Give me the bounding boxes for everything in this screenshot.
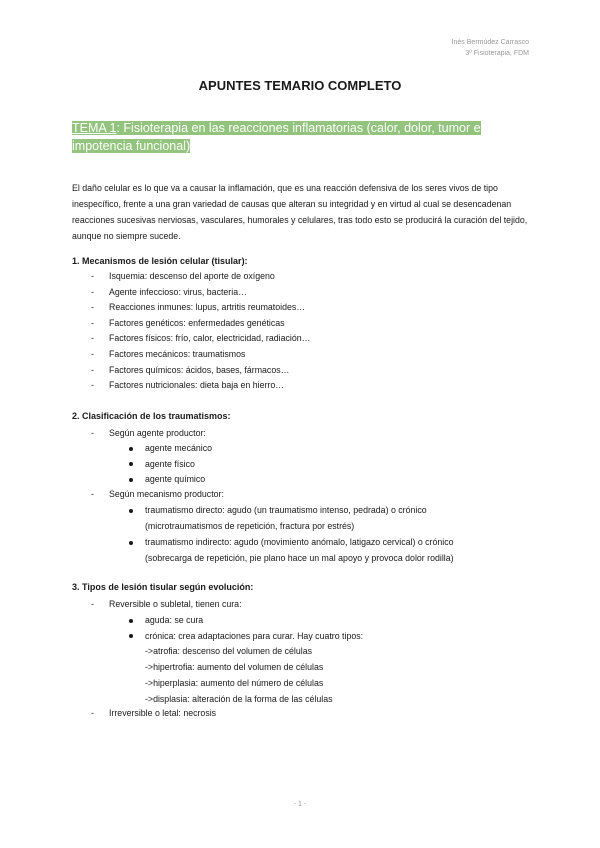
list-item: - Irreversible o letal: necrosis — [91, 706, 216, 722]
tema-heading — [72, 119, 532, 155]
bullet-icon — [129, 509, 133, 513]
bullet-item: agente químico — [129, 472, 212, 488]
list-item: - Reacciones inmunes: lupus, artritis reumatoides… — [91, 300, 310, 316]
list-item: - Reversible o subletal, tienen cura: — [91, 597, 242, 613]
list-item: - Factores mecánicos: traumatismos — [91, 347, 310, 363]
section-2-bullets-a — [129, 441, 212, 488]
section-2-list-a — [91, 426, 206, 442]
list-item: - Factores químicos: ácidos, bases, fármacos… — [91, 363, 310, 379]
bullet-item: agente físico — [129, 457, 212, 473]
header-course: 3º Fisioterapia, FDM — [465, 50, 529, 57]
sub-item: ->hipertrofia: aumento del volumen de células — [145, 661, 324, 672]
tema-text: : Fisioterapia en las reacciones inflamatorias (calor, dolor, tumor e impotencia funcional) — [72, 121, 481, 153]
section-2-list-b — [91, 487, 224, 503]
intro-paragraph: El daño celular es lo que va a causar la inflamación, que es una reacción defensiva de los seres vivos de tipo inespecífico, frente a una gran variedad de causas que alteran su integridad y en virtud al cual se desencadenan reacciones sucesivas nerviosas, vasculares, humorales y celulares, tras todo esto se producirá la curación del tejido, aunque no siempre sucede. — [72, 183, 528, 241]
section-1-list — [91, 269, 310, 394]
document-title: APUNTES TEMARIO COMPLETO — [198, 78, 402, 93]
page-number: - 1 - — [293, 801, 307, 808]
bullet-item: aguda: se cura — [129, 613, 363, 629]
sub-item: ->displasia: alteración de la forma de las células — [145, 693, 333, 704]
tema-label: TEMA 1 — [72, 121, 117, 135]
sub-item: ->hiperplasia: aumento del número de células — [145, 677, 324, 688]
bullet-item: crónica: crea adaptaciones para curar. Hay cuatro tipos: — [129, 629, 363, 645]
section-2-bullets-b — [129, 503, 454, 566]
bullet-icon — [129, 541, 133, 545]
bullet-icon — [129, 447, 133, 451]
page-header — [452, 37, 529, 59]
list-item: - Según agente productor: — [91, 426, 206, 442]
section-2-heading: 2. Clasificación de los traumatismos: — [72, 411, 231, 421]
bullet-item: agente mecánico — [129, 441, 212, 457]
bullet-item: traumatismo indirecto: agudo (movimiento anómalo, latigazo cervical) o crónico (sobrecarga de repetición, pie plano hace un mal apoyo y provoca dolor rodilla) — [129, 535, 454, 566]
list-item: - Factores genéticos: enfermedades genéticas — [91, 316, 310, 332]
list-item: - Agente infeccioso: virus, bacteria… — [91, 285, 310, 301]
section-3-list-a — [91, 597, 242, 613]
bullet-icon — [129, 634, 133, 638]
list-item: - Factores nutricionales: dieta baja en hierro… — [91, 378, 310, 394]
bullet-icon — [129, 462, 133, 466]
section-3-list-b — [91, 706, 216, 722]
bullet-icon — [129, 619, 133, 623]
list-item: - Según mecanismo productor: — [91, 487, 224, 503]
header-author: Inés Bermúdez Carrasco — [451, 39, 529, 46]
bullet-icon — [129, 478, 133, 482]
bullet-item: traumatismo directo: agudo (un traumatismo intenso, pedrada) o crónico (microtraumatismos de repetición, fractura por estrés) — [129, 503, 454, 534]
list-item: - Factores físicos: frío, calor, electricidad, radiación… — [91, 331, 310, 347]
section-3-bullets — [129, 613, 363, 707]
section-1-heading: 1. Mecanismos de lesión celular (tisular): — [72, 256, 248, 266]
sub-item: ->atrofia: descenso del volumen de células — [145, 646, 312, 657]
section-3-heading: 3. Tipos de lesión tisular según evolución: — [72, 582, 254, 592]
list-item: - Isquemia: descenso del aporte de oxígeno — [91, 269, 310, 285]
